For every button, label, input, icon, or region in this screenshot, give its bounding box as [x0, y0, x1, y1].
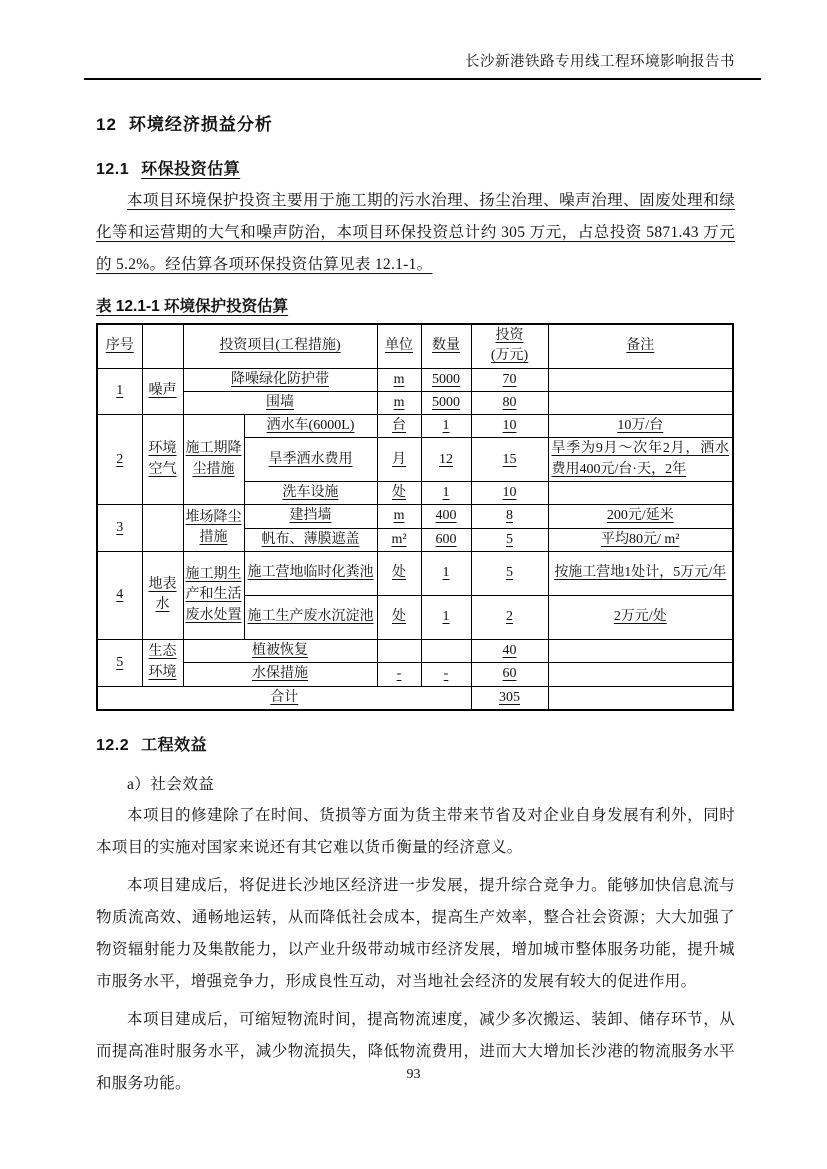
cell-total-inv: 305	[471, 686, 548, 710]
cell-remark	[548, 663, 733, 686]
cell-qty: 1	[421, 482, 471, 505]
cell-qty: 600	[421, 528, 471, 551]
cell-qty: 5000	[421, 391, 471, 414]
cell-unit: 台	[377, 415, 421, 438]
cell-item-name: 施工营地临时化粪池	[244, 551, 377, 595]
cell-remark: 按施工营地1处计，5万元/年	[548, 551, 733, 595]
benefit-paragraph-1: 本项目的修建除了在时间、货损等方面为货主带来节省及对企业自身发展有利外，同时本项目的实施对国家来说还有其它难以货币衡量的经济意义。	[96, 806, 735, 856]
cell-unit: m²	[377, 528, 421, 551]
cell-item-name: 旱季洒水费用	[244, 438, 377, 482]
cell-seq: 2	[97, 415, 142, 505]
cell-remark: 10万/台	[548, 415, 733, 438]
cell-inv: 10	[471, 482, 548, 505]
cell-item-name: 降噪绿化防护带	[183, 368, 377, 391]
cell-unit: -	[377, 663, 421, 686]
section-12-number: 12	[96, 115, 117, 134]
cell-inv: 2	[471, 595, 548, 639]
cell-category	[142, 505, 183, 552]
section-12-2-title: 工程效益	[141, 736, 208, 754]
cell-unit: m	[377, 505, 421, 528]
cell-item-name: 洒水车(6000L)	[244, 415, 377, 438]
benefit-paragraph-2: 本项目建成后，将促进长沙地区经济进一步发展，提升综合竞争力。能够加快信息流与物质流高效、通畅地运转，从而降低社会成本，提高生产效率，整合社会资源；大大加强了物资辐射能力及集散能力，以产业升级带动城市经济发展，增加城市整体服务功能，提升城市服务水平，增强竞争力，形成良性互动，对当地社会经济的发展有较大的促进作用。	[96, 876, 735, 990]
header-rule	[84, 78, 761, 80]
table-total-row	[97, 686, 733, 710]
table-row	[97, 415, 733, 438]
subsection-a-label: a）社会效益	[127, 775, 215, 793]
cell-subcategory: 施工期生产和生活废水处置	[183, 551, 244, 639]
cell-remark	[548, 391, 733, 414]
investment-table	[96, 323, 734, 711]
cell-remark	[548, 639, 733, 662]
col-header-seq: 序号	[97, 324, 142, 368]
cell-seq: 4	[97, 551, 142, 639]
cell-qty: 5000	[421, 368, 471, 391]
col-header-category	[142, 324, 183, 368]
cell-subcategory: 堆场降尘措施	[183, 505, 244, 552]
cell-item-name: 洗车设施	[244, 482, 377, 505]
col-header-project: 投资项目(工程措施)	[183, 324, 377, 368]
table-row	[97, 368, 733, 391]
table-row	[97, 391, 733, 414]
table-row	[97, 639, 733, 662]
cell-remark: 200元/延米	[548, 505, 733, 528]
table-row	[97, 663, 733, 686]
cell-qty: 12	[421, 438, 471, 482]
cell-category: 环境空气	[142, 415, 183, 505]
cell-inv: 70	[471, 368, 548, 391]
cell-total-label: 合计	[97, 686, 471, 710]
cell-inv: 60	[471, 663, 548, 686]
cell-unit: 处	[377, 482, 421, 505]
table-row	[97, 551, 733, 595]
cell-category: 地表水	[142, 551, 183, 639]
section-12-1-title: 环保投资估算	[141, 161, 241, 178]
col-header-investment-line1: 投资	[495, 328, 524, 343]
cell-remark	[548, 482, 733, 505]
cell-unit: m	[377, 368, 421, 391]
section-12-2-number: 12.2	[96, 736, 130, 754]
cell-qty: 1	[421, 551, 471, 595]
cell-inv: 8	[471, 505, 548, 528]
cell-seq: 1	[97, 368, 142, 415]
cell-unit: 月	[377, 438, 421, 482]
section-12-1-heading	[96, 156, 735, 179]
col-header-investment	[471, 324, 548, 368]
cell-qty: 1	[421, 415, 471, 438]
cell-inv: 10	[471, 415, 548, 438]
cell-total-remark	[548, 686, 733, 710]
cell-item-name: 帆布、薄膜遮盖	[244, 528, 377, 551]
investment-summary-paragraph: 本项目环境保护投资主要用于施工期的污水治理、扬尘治理、噪声治理、固废处理和绿化等和运营期的大气和噪声防治，本项目环保投资总计约 305 万元，占总投资 5871.43 万元的 5.2%。经估算各项环保投资估算见表 12.1-1。	[96, 192, 735, 273]
cell-subcategory: 施工期降尘措施	[183, 415, 244, 505]
cell-remark: 旱季为9月～次年2月，洒水费用400元/台·天，2年	[548, 438, 733, 482]
benefit-paragraph-3: 本项目建成后，可缩短物流时间，提高物流速度，减少多次搬运、装卸、储存环节，从而提高准时服务水平，减少物流损失，降低物流费用，进而大大增加长沙港的物流服务水平和服务功能。	[96, 1010, 735, 1092]
cell-unit: 处	[377, 595, 421, 639]
cell-inv: 5	[471, 551, 548, 595]
cell-inv: 15	[471, 438, 548, 482]
cell-item-name: 施工生产废水沉淀池	[244, 595, 377, 639]
section-12-title: 环境经济损益分析	[128, 115, 273, 134]
cell-qty	[421, 639, 471, 662]
cell-inv: 40	[471, 639, 548, 662]
cell-qty: -	[421, 663, 471, 686]
cell-qty: 1	[421, 595, 471, 639]
page-number: 93	[406, 1067, 421, 1082]
section-12-heading	[96, 110, 735, 135]
col-header-remark: 备注	[548, 324, 733, 368]
col-header-investment-line2: (万元)	[490, 348, 529, 364]
cell-remark: 平均80元/ m²	[548, 528, 733, 551]
cell-inv: 80	[471, 391, 548, 414]
section-12-2-heading	[96, 732, 735, 755]
table-caption	[96, 294, 735, 316]
col-header-quantity: 数量	[421, 324, 471, 368]
table-header-row	[97, 324, 733, 368]
cell-seq: 3	[97, 505, 142, 552]
cell-item-name: 建挡墙	[244, 505, 377, 528]
section-12-1-number: 12.1	[96, 161, 130, 178]
cell-item-name: 围墙	[183, 391, 377, 414]
cell-item-name: 水保措施	[183, 663, 377, 686]
cell-seq: 5	[97, 639, 142, 686]
cell-remark: 2万元/处	[548, 595, 733, 639]
cell-qty: 400	[421, 505, 471, 528]
table-row	[97, 505, 733, 528]
cell-item-name: 植被恢复	[183, 639, 377, 662]
cell-unit: m	[377, 391, 421, 414]
col-header-unit: 单位	[377, 324, 421, 368]
cell-unit: 处	[377, 551, 421, 595]
table-caption-text: 表 12.1-1 环境保护投资估算	[96, 298, 289, 315]
cell-inv: 5	[471, 528, 548, 551]
cell-category: 噪声	[142, 368, 183, 415]
cell-unit	[377, 639, 421, 662]
cell-remark	[548, 368, 733, 391]
running-header-title: 长沙新港铁路专用线工程环境影响报告书	[465, 54, 735, 70]
cell-category: 生态环境	[142, 639, 183, 686]
